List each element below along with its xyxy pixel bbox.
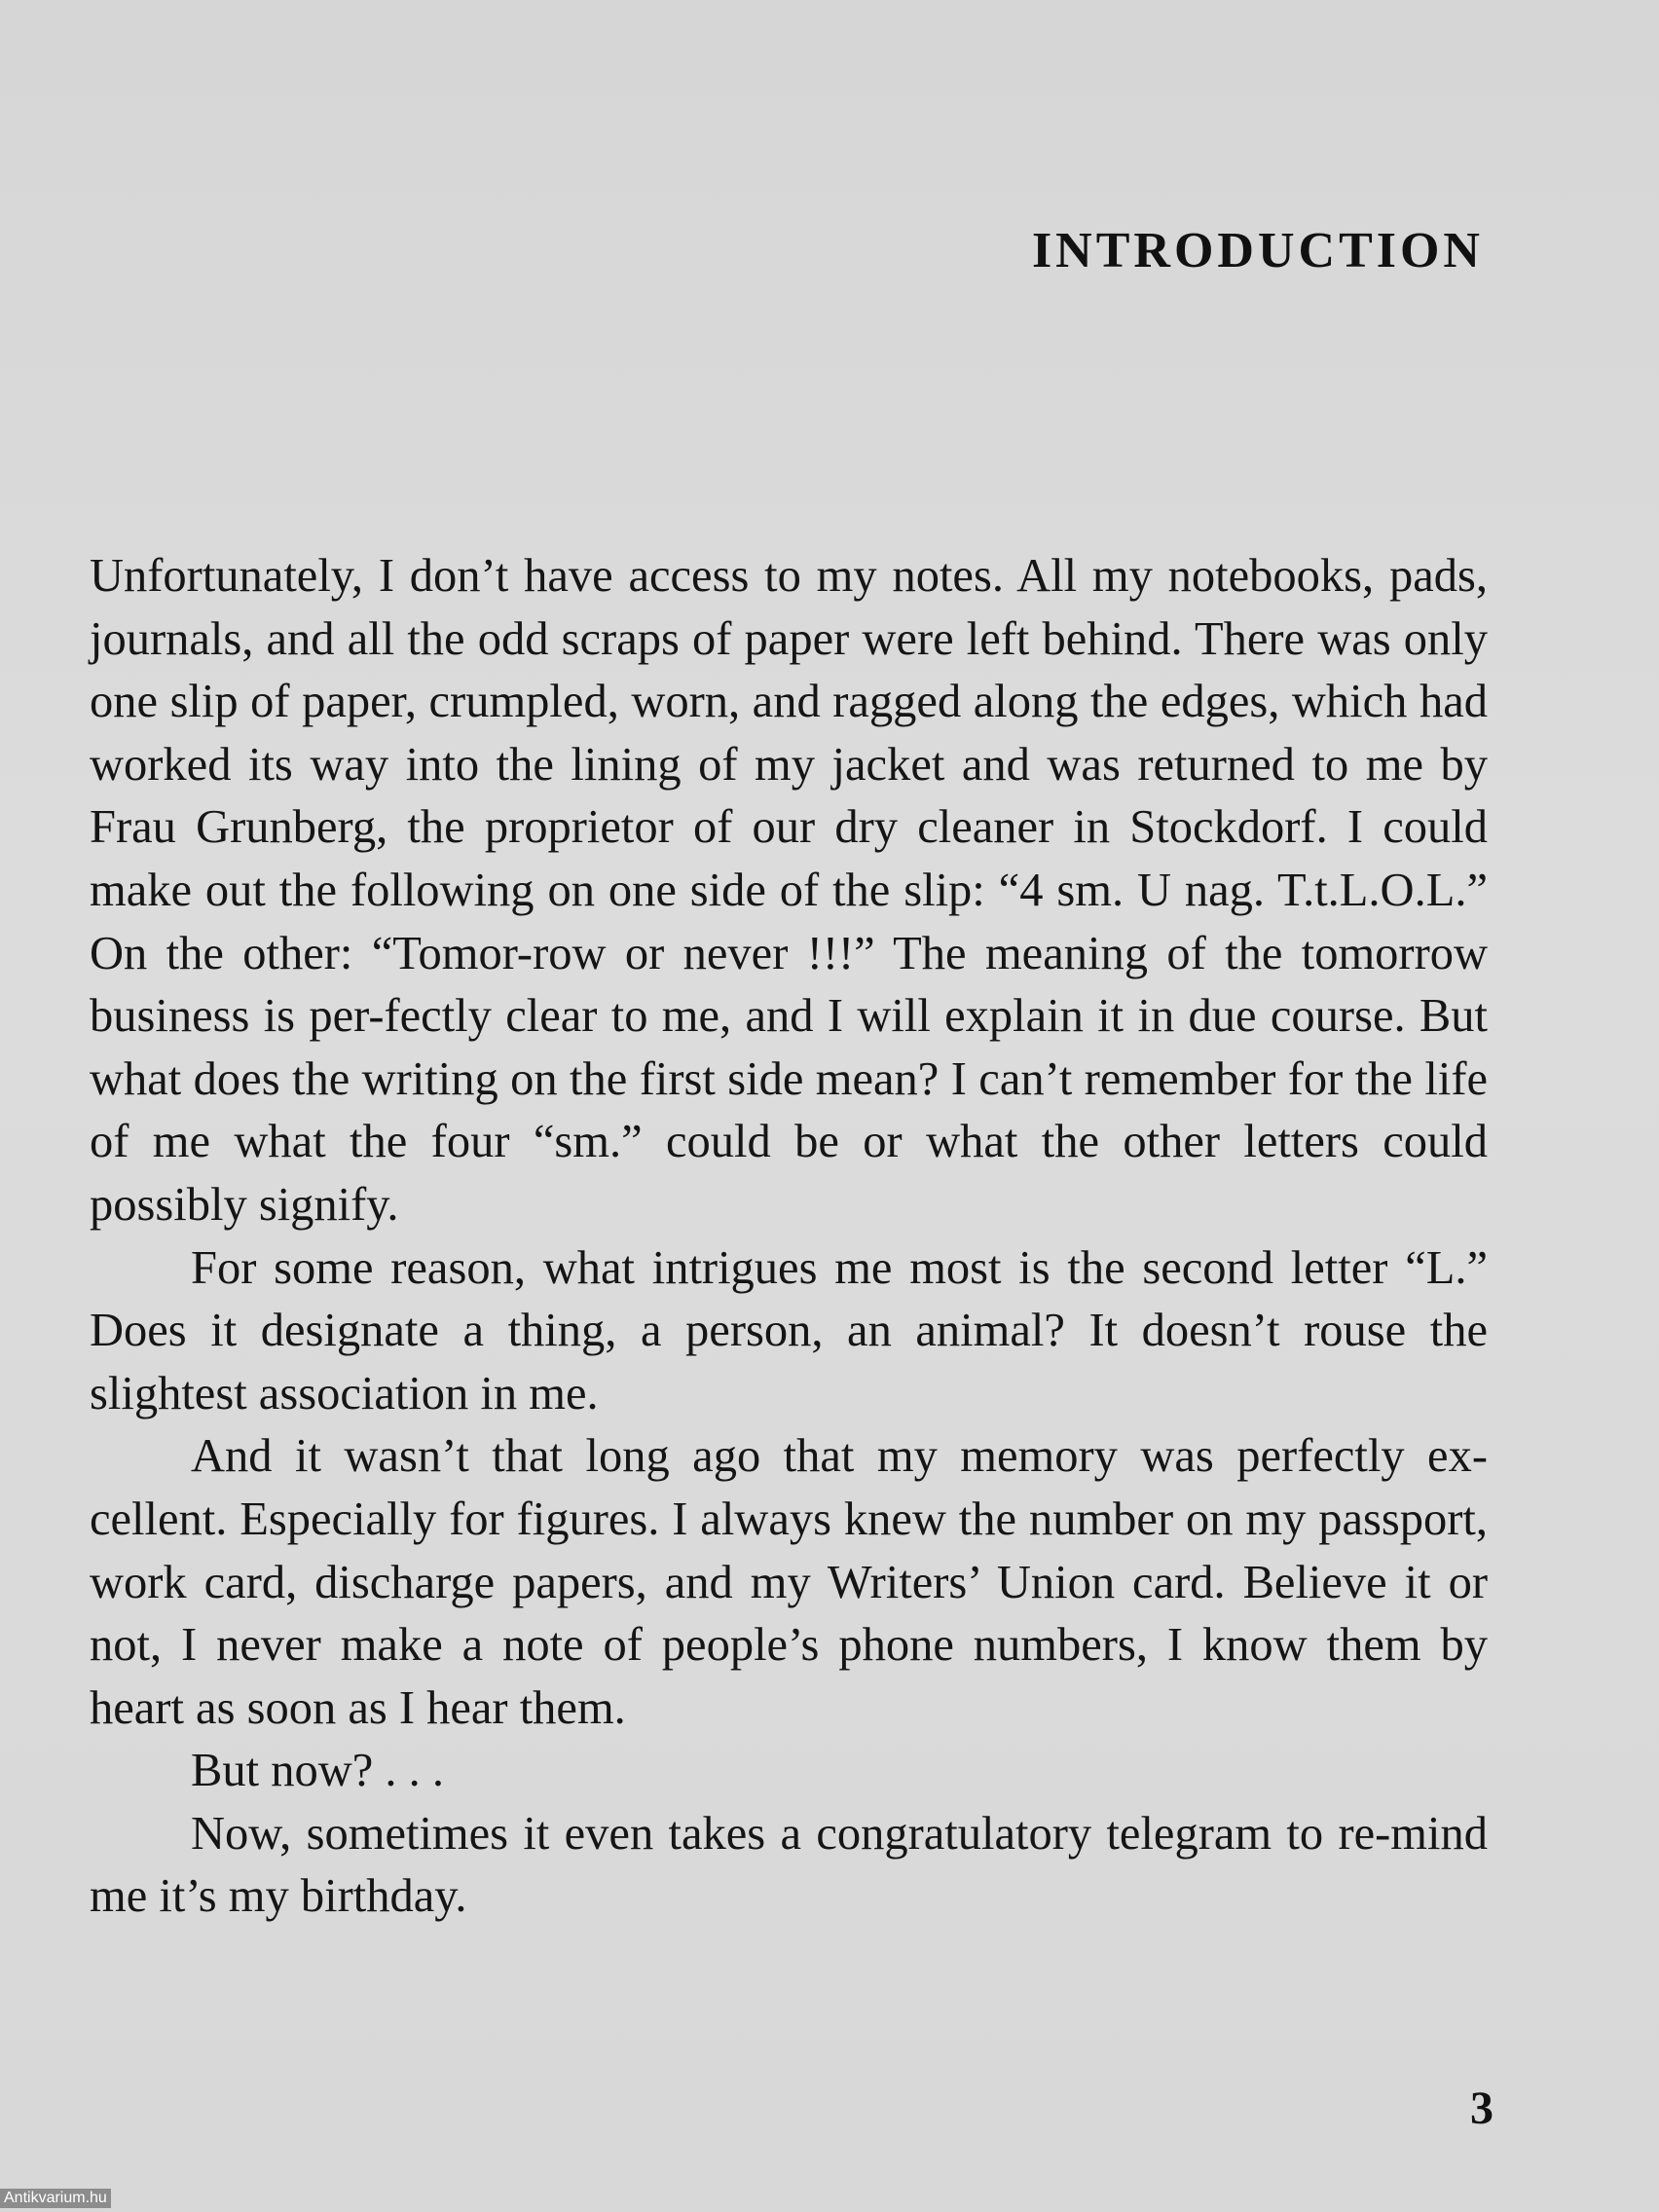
paragraph-4: But now? . . .	[191, 1745, 445, 1797]
paragraph-1: Unfortunately, I don’t have access to my notes. All my notebooks, pads, journals, and all the odd scraps of paper were left behind. There was only one slip of paper, crumpled, worn, and ragged along the edges, which had worked its way into the lining of my jacket and was returned to me by Frau Grunberg, the proprietor of our dry cleaner in Stockdorf. I could make out the following on one side of the slip: “4 sm. U nag. T.t.L.O.L.” On the other: “Tomor-row or never !!!” The meaning of the tomorrow business is per-fectly clear to me, and I will explain it in due course. But what does the writing on the first side mean? I can’t remember for the life of me what the four “sm.” could be or what the other letters could possibly signify.	[90, 550, 1488, 1231]
source-watermark: Antikvarium.hu	[0, 2189, 111, 2208]
paragraph-3: And it wasn’t that long ago that my memory was perfectly ex-cellent. Especially for figures. I always knew the number on my passport, work card, discharge papers, and my Writers’ Union card. Believe it or not, I never make a note of people’s phone numbers, I know them by heart as soon as I hear them.	[90, 1430, 1488, 1734]
paragraph-2: For some reason, what intrigues me most is the second letter “L.” Does it designate a thing, a person, an animal? It doesn’t rouse the slightest association in me.	[90, 1241, 1488, 1419]
chapter-heading: INTRODUCTION	[1031, 223, 1484, 278]
chapter-body	[90, 545, 1488, 1929]
page-number: 3	[1470, 2083, 1493, 2134]
paragraph-5: Now, sometimes it even takes a congratulatory telegram to re-mind me it’s my birthday.	[90, 1807, 1488, 1923]
